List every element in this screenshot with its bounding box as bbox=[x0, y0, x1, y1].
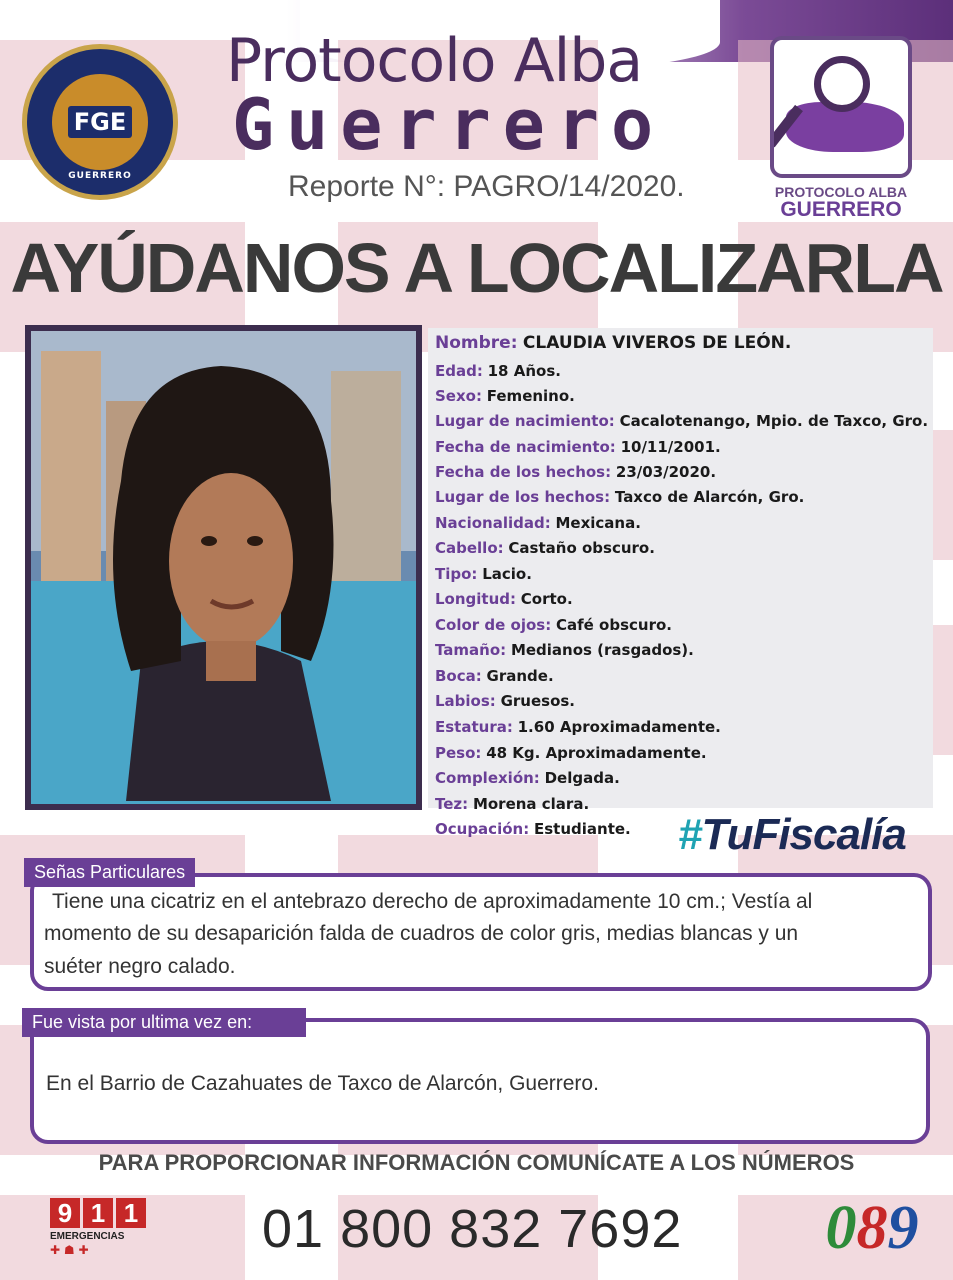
field-value: Cacalotenango, Mpio. de Taxco, Gro. bbox=[619, 412, 929, 430]
field-tipo bbox=[435, 565, 532, 583]
field-value: Lacio. bbox=[482, 565, 532, 583]
field-value: Castaño obscuro. bbox=[508, 539, 655, 557]
field-value: Mexicana. bbox=[555, 514, 641, 532]
field-value: CLAUDIA VIVEROS DE LEÓN. bbox=[522, 333, 792, 353]
field-tez bbox=[435, 795, 589, 813]
field-color-ojos bbox=[435, 616, 672, 634]
field-key: Lugar de nacimiento: bbox=[435, 412, 615, 430]
emergency-911-label: EMERGENCIAS bbox=[50, 1231, 125, 1242]
field-nombre bbox=[435, 333, 791, 353]
field-key: Tez: bbox=[435, 795, 469, 813]
field-value: 48 Kg. Aproximadamente. bbox=[486, 744, 707, 762]
senas-particulares-line-2: momento de su desaparición falda de cuadros de color gris, medias blancas y un bbox=[44, 922, 799, 945]
page-title-line-2: Guerrero bbox=[232, 84, 666, 166]
fge-logo-ring-text: GUERRERO bbox=[68, 171, 132, 181]
senas-particulares-label: Señas Particulares bbox=[24, 858, 195, 887]
contact-instructions: PARA PROPORCIONAR INFORMACIÓN COMUNÍCATE A LOS NÚMEROS bbox=[98, 1150, 855, 1175]
field-key: Labios: bbox=[435, 692, 496, 710]
field-cabello bbox=[435, 539, 655, 557]
field-estatura bbox=[435, 718, 721, 736]
headline: AYÚDANOS A LOCALIZARLA bbox=[10, 229, 943, 307]
field-value: 23/03/2020. bbox=[615, 463, 717, 481]
digit: 1 bbox=[83, 1198, 113, 1228]
field-key: Longitud: bbox=[435, 590, 517, 608]
field-value: Gruesos. bbox=[500, 692, 575, 710]
digit: 0 bbox=[825, 1193, 857, 1262]
field-key: Nombre: bbox=[435, 333, 518, 353]
emergency-icons: ✚ ☗ ✚ bbox=[50, 1243, 89, 1257]
page-title-line-1: Protocolo Alba bbox=[226, 26, 643, 96]
field-boca bbox=[435, 667, 554, 685]
phone-number[interactable]: 01 800 832 7692 bbox=[262, 1199, 683, 1259]
last-seen-text: En el Barrio de Cazahuates de Taxco de Alarcón, Guerrero. bbox=[46, 1072, 599, 1095]
field-value: 10/11/2001. bbox=[620, 438, 721, 456]
field-peso bbox=[435, 744, 707, 762]
field-value: Estudiante. bbox=[533, 820, 631, 838]
senas-particulares-line-3: suéter negro calado. bbox=[44, 955, 236, 978]
field-key: Ocupación: bbox=[435, 820, 530, 838]
field-key: Tipo: bbox=[435, 565, 478, 583]
field-key: Fecha de nacimiento: bbox=[435, 438, 616, 456]
protocolo-alba-logo-line-2: GUERRERO bbox=[780, 198, 902, 221]
field-value: Grande. bbox=[486, 667, 554, 685]
field-value: Delgada. bbox=[544, 769, 620, 787]
denuncia-089-logo bbox=[818, 1192, 926, 1264]
field-ocupacion bbox=[435, 820, 631, 838]
field-value: Femenino. bbox=[486, 387, 575, 405]
senas-particulares-line-1: Tiene una cicatriz en el antebrazo derecho de aproximadamente 10 cm.; Vestía al bbox=[52, 890, 813, 913]
field-tamano bbox=[435, 641, 694, 659]
field-longitud bbox=[435, 590, 573, 608]
emergency-911-logo bbox=[50, 1198, 148, 1264]
field-key: Nacionalidad: bbox=[435, 514, 551, 532]
field-complexion bbox=[435, 769, 620, 787]
field-value: Taxco de Alarcón, Gro. bbox=[614, 488, 805, 506]
hashtag-symbol: # bbox=[678, 810, 702, 859]
field-value: Morena clara. bbox=[472, 795, 590, 813]
magnifier-icon bbox=[814, 56, 870, 112]
field-key: Tamaño: bbox=[435, 641, 507, 659]
hashtag-text: TuFiscalía bbox=[701, 810, 906, 859]
fge-logo bbox=[22, 44, 178, 200]
field-lugar-hechos bbox=[435, 488, 804, 506]
fge-logo-label: FGE bbox=[68, 106, 133, 138]
field-value: 1.60 Aproximadamente. bbox=[517, 718, 721, 736]
field-value: Corto. bbox=[520, 590, 573, 608]
emergency-911-digits bbox=[50, 1198, 148, 1228]
field-edad bbox=[435, 362, 561, 380]
field-nacionalidad bbox=[435, 514, 641, 532]
field-key: Estatura: bbox=[435, 718, 513, 736]
last-seen-label: Fue vista por ultima vez en: bbox=[22, 1008, 306, 1037]
protocolo-alba-logo bbox=[770, 36, 912, 221]
digit: 8 bbox=[856, 1193, 888, 1262]
field-key: Fecha de los hechos: bbox=[435, 463, 612, 481]
field-lugar-nacimiento bbox=[435, 412, 928, 430]
field-sexo bbox=[435, 387, 575, 405]
field-value: 18 Años. bbox=[487, 362, 561, 380]
field-key: Cabello: bbox=[435, 539, 504, 557]
hashtag-tufiscalia bbox=[678, 810, 906, 860]
field-value: Café obscuro. bbox=[555, 616, 672, 634]
digit: 9 bbox=[887, 1193, 919, 1262]
field-fecha-hechos bbox=[435, 463, 716, 481]
field-value: Medianos (rasgados). bbox=[510, 641, 694, 659]
field-key: Lugar de los hechos: bbox=[435, 488, 611, 506]
field-key: Sexo: bbox=[435, 387, 482, 405]
fge-shield bbox=[52, 74, 148, 170]
field-key: Peso: bbox=[435, 744, 482, 762]
field-fecha-nacimiento bbox=[435, 438, 721, 456]
photo-illustration bbox=[31, 331, 416, 804]
field-labios bbox=[435, 692, 575, 710]
report-number: Reporte N°: PAGRO/14/2020. bbox=[288, 170, 685, 203]
field-key: Color de ojos: bbox=[435, 616, 552, 634]
protocolo-alba-logo-frame bbox=[770, 36, 912, 178]
digit: 1 bbox=[116, 1198, 146, 1228]
field-key: Boca: bbox=[435, 667, 482, 685]
digit: 9 bbox=[50, 1198, 80, 1228]
field-key: Complexión: bbox=[435, 769, 540, 787]
protocolo-alba-logo-line-1: PROTOCOLO ALBA bbox=[774, 184, 908, 200]
missing-person-photo bbox=[25, 325, 422, 810]
field-key: Edad: bbox=[435, 362, 483, 380]
